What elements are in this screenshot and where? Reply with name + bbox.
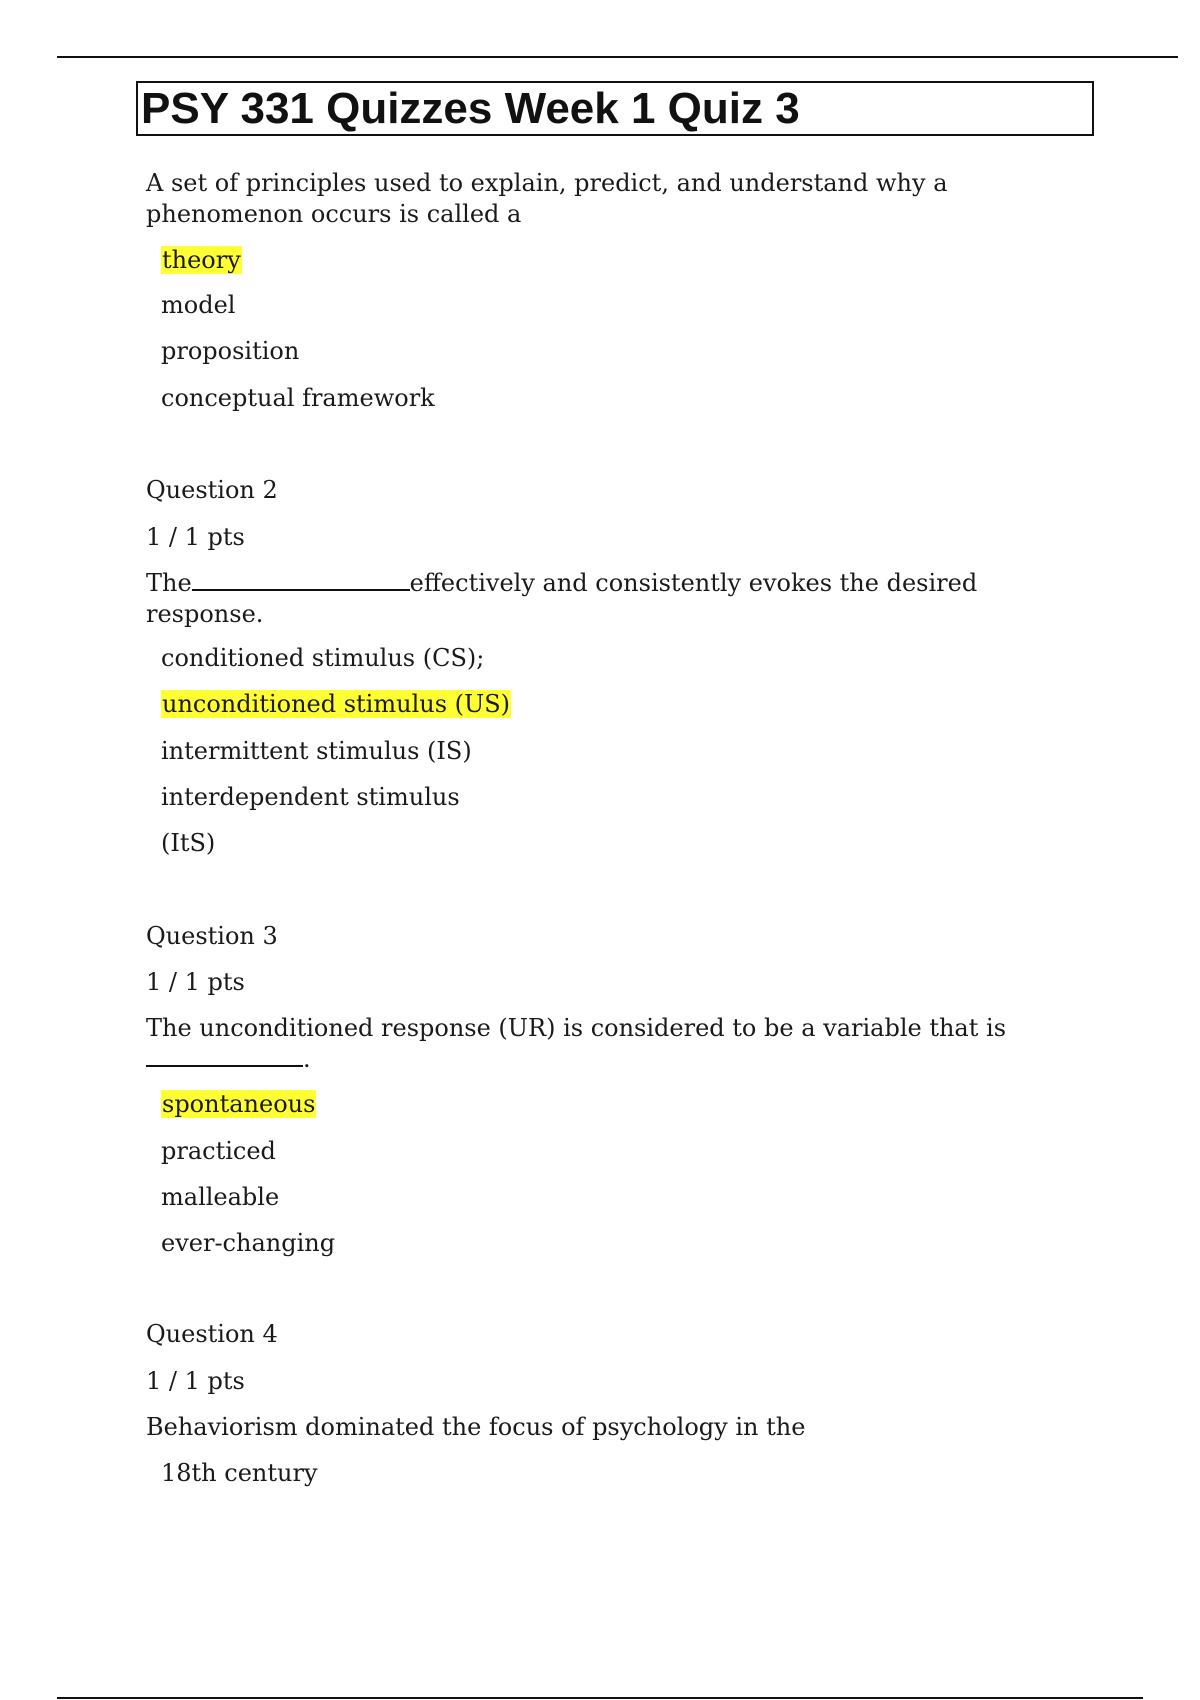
top-rule (57, 56, 1178, 58)
highlighted-answer: unconditioned stimulus (US) (162, 690, 511, 718)
q1-option-1[interactable] (161, 245, 242, 275)
q2-option-4-continued: (ItS) (161, 829, 216, 857)
q2-text-line2: response. (146, 600, 264, 628)
q3-option-1[interactable] (161, 1089, 316, 1119)
q2-text-before-blank: The (146, 569, 192, 597)
q3-option-4[interactable]: ever-changing (161, 1229, 336, 1257)
q3-option-2[interactable]: practiced (161, 1137, 276, 1165)
q2-option-3[interactable]: intermittent stimulus (IS) (161, 737, 472, 765)
q2-option-2[interactable] (161, 689, 511, 719)
q4-heading: Question 4 (146, 1320, 278, 1348)
answer-blank (192, 575, 410, 591)
q3-heading: Question 3 (146, 922, 278, 950)
q1-option-2[interactable]: model (161, 291, 236, 319)
q1-text-line1: A set of principles used to explain, predict, and understand why a (146, 169, 948, 197)
q3-text-line2 (146, 1044, 311, 1074)
q3-points: 1 / 1 pts (146, 968, 245, 996)
highlighted-answer: spontaneous (162, 1090, 316, 1118)
answer-blank (146, 1051, 303, 1067)
q3-text-line1: The unconditioned response (UR) is considered to be a variable that is (146, 1014, 1007, 1042)
q1-option-4[interactable]: conceptual framework (161, 384, 435, 412)
title-box (136, 81, 1094, 136)
q4-option-1[interactable]: 18th century (161, 1459, 318, 1487)
q3-text-line2-end: . (303, 1045, 311, 1073)
q4-text-line1: Behaviorism dominated the focus of psychology in the (146, 1413, 806, 1441)
q1-text-line2: phenomenon occurs is called a (146, 200, 522, 228)
q2-text-line1 (146, 568, 977, 598)
q2-option-4[interactable]: interdependent stimulus (161, 783, 460, 811)
q2-heading: Question 2 (146, 476, 278, 504)
q1-option-3[interactable]: proposition (161, 337, 300, 365)
page-title: PSY 331 Quizzes Week 1 Quiz 3 (141, 84, 800, 133)
highlighted-answer: theory (162, 246, 241, 274)
q3-option-3[interactable]: malleable (161, 1183, 280, 1211)
q2-option-1[interactable]: conditioned stimulus (CS); (161, 644, 485, 672)
q4-points: 1 / 1 pts (146, 1367, 245, 1395)
bottom-rule (57, 1697, 1143, 1699)
q2-text-after-blank: effectively and consistently evokes the desired (409, 569, 978, 597)
q2-points: 1 / 1 pts (146, 523, 245, 551)
